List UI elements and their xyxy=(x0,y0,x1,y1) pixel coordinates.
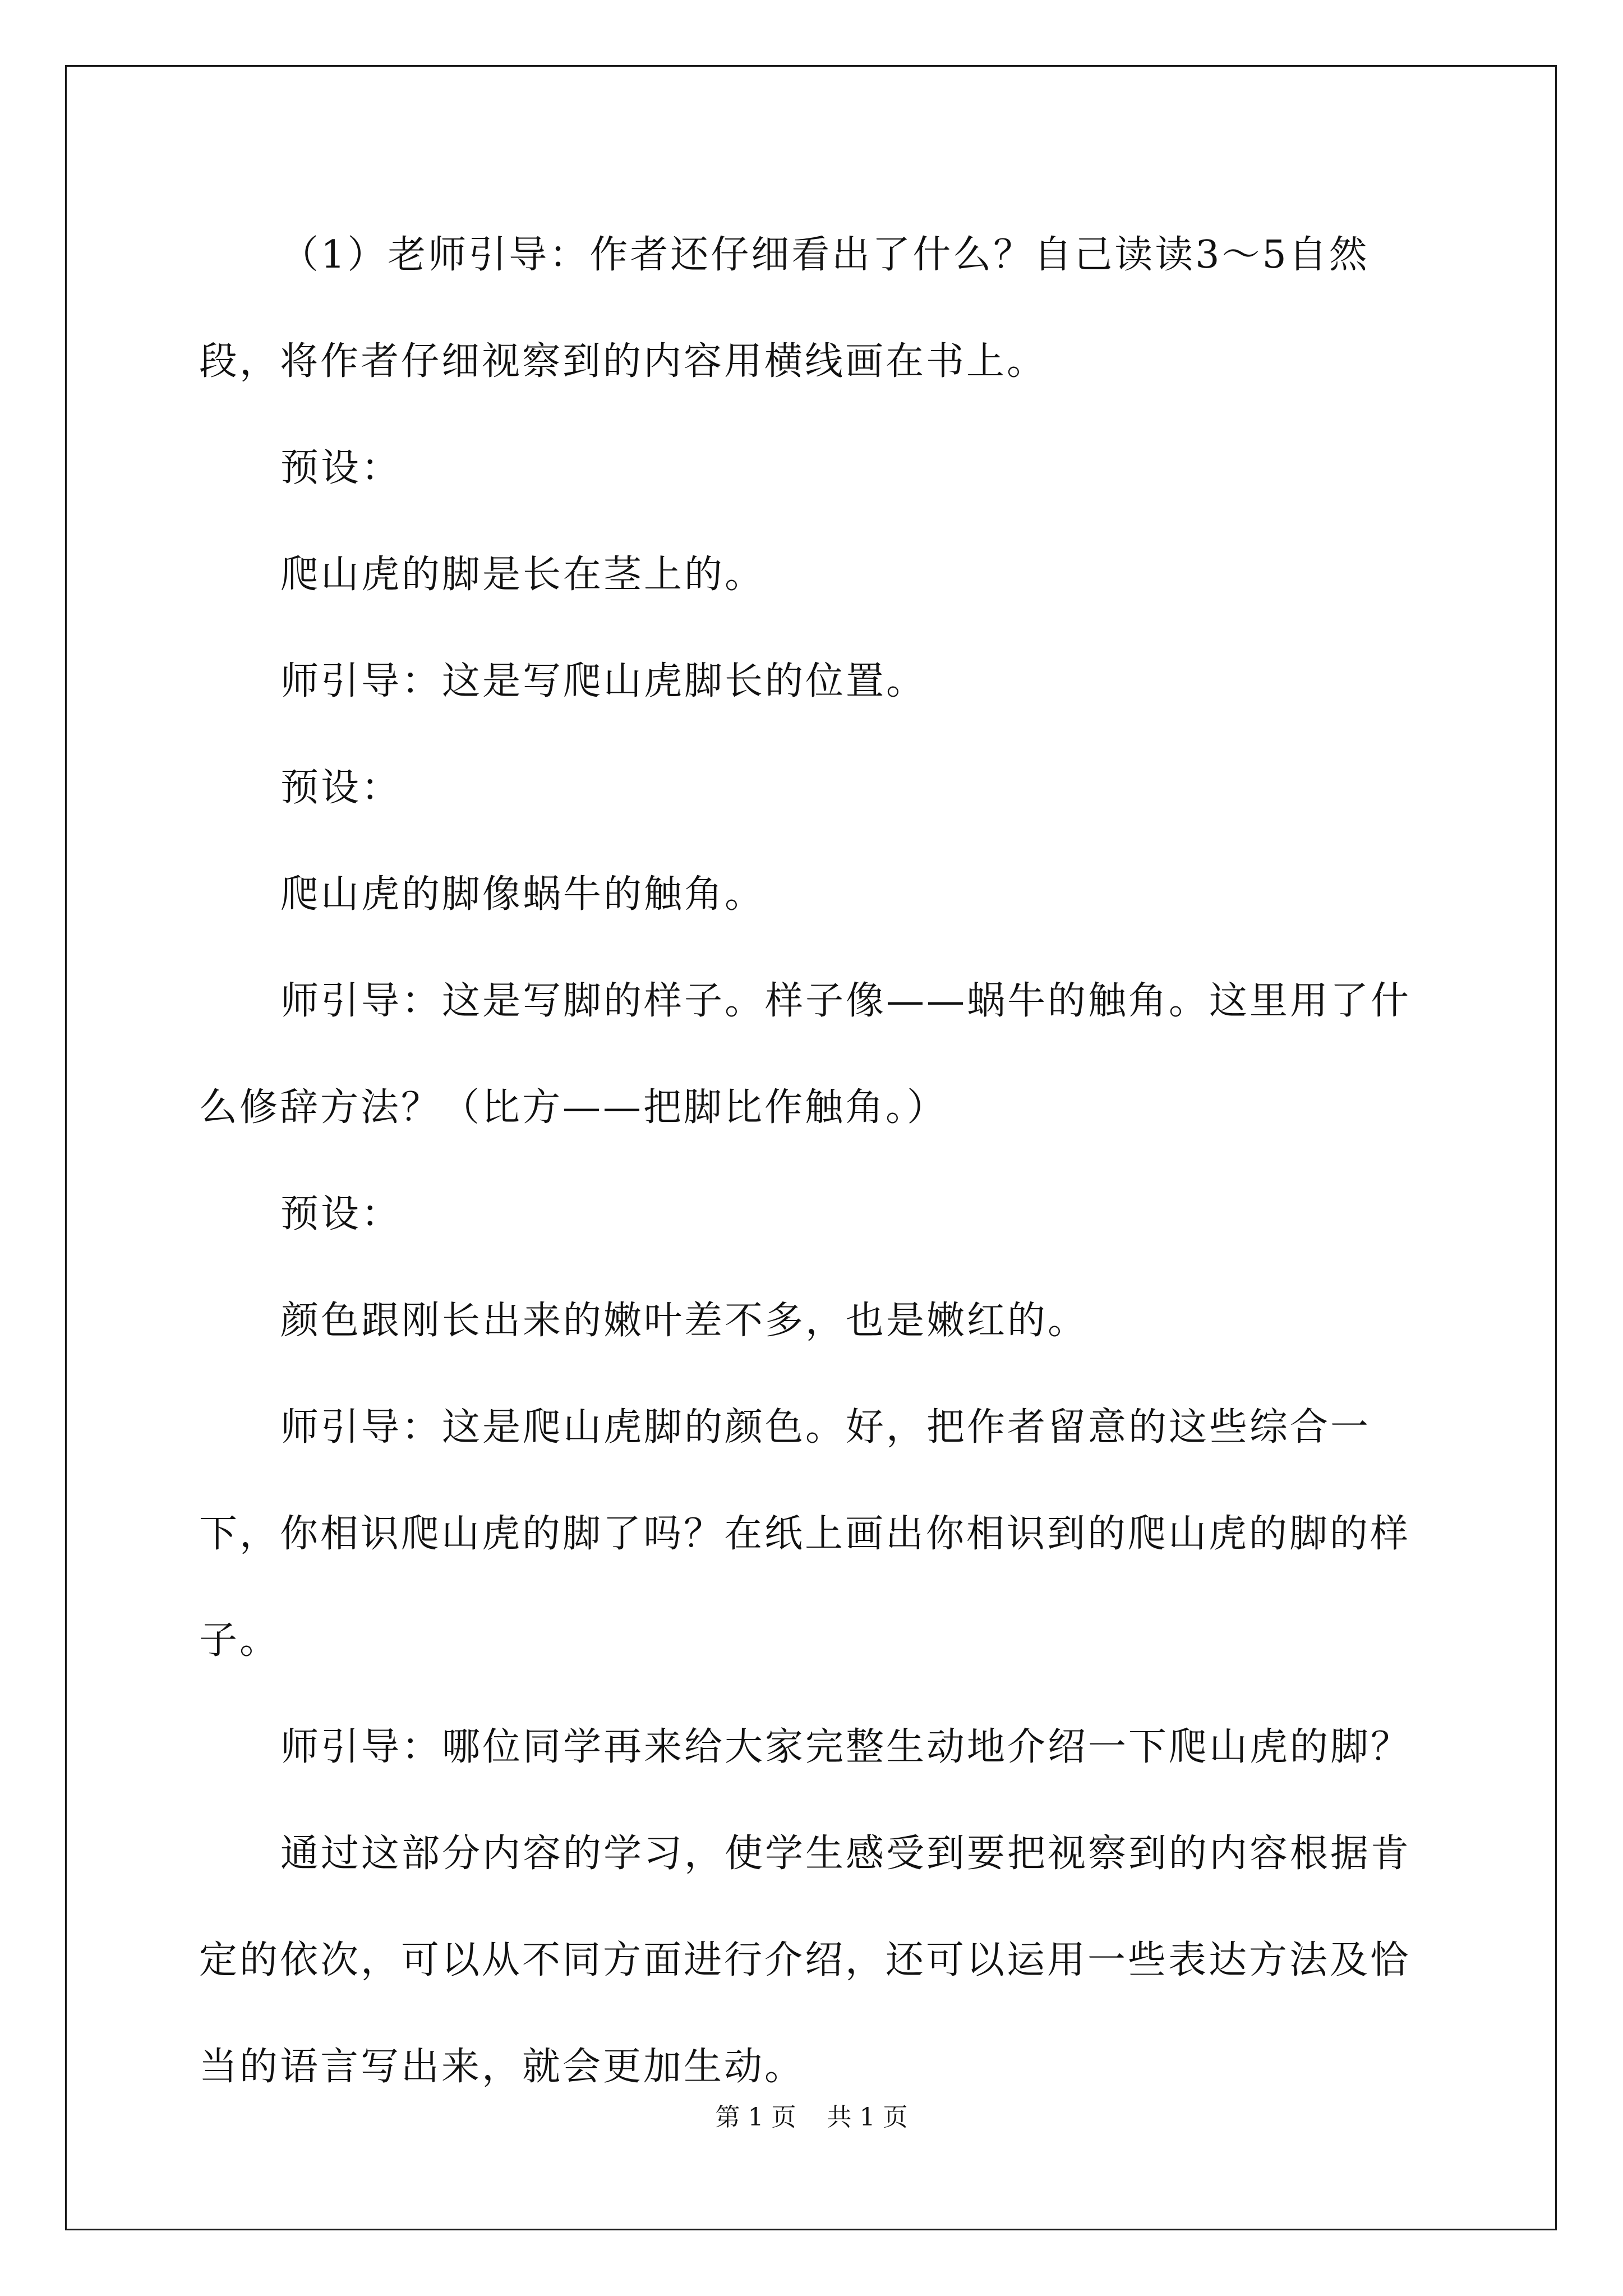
page-footer xyxy=(0,2101,1623,2134)
paragraph: 师引导：哪位同学再来给大家完整生动地介绍一下爬山虎的脚？ xyxy=(280,1725,1412,1769)
paragraph: 师引导：这是写爬山虎脚长的位置。 xyxy=(280,659,927,703)
paragraph: 爬山虎的脚像蜗牛的触角。 xyxy=(280,872,766,917)
paragraph: 师引导：这是爬山虎脚的颜色。好，把作者留意的这些综合一下，你相识爬山虎的脚了吗？在纸上画出你相识到的爬山虎的脚的样子。 xyxy=(199,1405,1411,1663)
paragraph: 师引导：这是写脚的样子。样子像——蜗牛的触角。这里用了什么修辞方法？（比方——把脚比作触角。） xyxy=(199,979,1412,1130)
paragraph: 预设： xyxy=(280,446,402,490)
page-total: 共 1 页 xyxy=(827,2103,908,2132)
paragraph: 预设： xyxy=(280,1192,402,1236)
paragraph: 通过这部分内容的学习，使学生感受到要把视察到的内容根据肯定的依次，可以从不同方面进行介绍，还可以运用一些表达方法及恰当的语言写出来，就会更加生动。 xyxy=(199,1832,1412,2089)
paragraph: 预设： xyxy=(280,766,402,810)
paragraph: （1）老师引导：作者还仔细看出了什么？自己读读3～5自然段，将作者仔细视察到的内容用横线画在书上。 xyxy=(199,233,1370,384)
paragraph: 颜色跟刚长出来的嫩叶差不多，也是嫩红的。 xyxy=(280,1299,1089,1343)
document-body xyxy=(199,202,1433,2120)
paragraph: 爬山虎的脚是长在茎上的。 xyxy=(280,553,766,597)
page-number: 第 1 页 xyxy=(715,2103,796,2132)
